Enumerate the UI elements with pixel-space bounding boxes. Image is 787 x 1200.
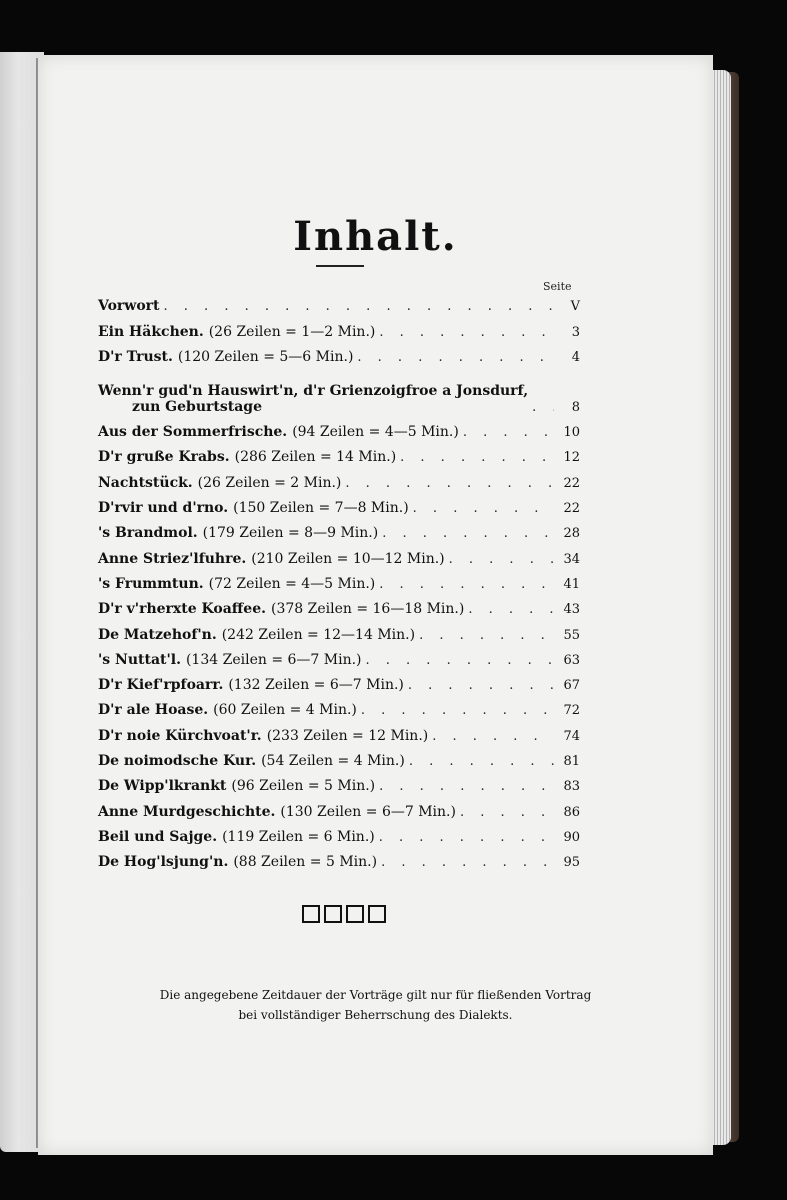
- toc-entry-title: Anne Murdgeschichte.: [98, 803, 276, 820]
- leader-dots: [357, 350, 554, 365]
- toc-entry-title: 's Frummtun.: [98, 575, 204, 592]
- footnote-line: bei vollständiger Beherrschung des Dialekts.: [238, 1008, 513, 1022]
- toc-entry-detail: (72 Zeilen = 4—5 Min.): [208, 575, 376, 592]
- toc-entry-detail: (94 Zeilen = 4—5 Min.): [292, 424, 459, 441]
- toc-entry-title: Ein Häkchen.: [98, 323, 204, 340]
- table-of-contents: [98, 289, 580, 870]
- toc-entry-page: 8: [571, 399, 580, 415]
- toc-entry-page: 12: [563, 450, 580, 466]
- toc-entry-detail: (120 Zeilen = 5—6 Min.): [177, 348, 354, 365]
- toc-entry-detail: (134 Zeilen = 6—7 Min.): [185, 651, 362, 668]
- toc-entry-detail: (378 Zeilen = 16—18 Min.): [270, 601, 465, 618]
- leader-dots: [366, 653, 554, 668]
- toc-entry: [98, 693, 580, 718]
- toc-entry-title: Beil und Sajge.: [98, 828, 218, 845]
- toc-entry-detail: (54 Zeilen = 4 Min.): [261, 753, 405, 770]
- page-title: Inhalt.: [293, 213, 458, 260]
- toc-entry-detail: (119 Zeilen = 6 Min.): [222, 828, 375, 845]
- toc-entry-title: D'r Kief'rpfoarr.: [98, 677, 224, 694]
- toc-entry: [98, 845, 580, 870]
- toc-entry-detail: (210 Zeilen = 10—12 Min.): [251, 550, 445, 567]
- toc-entry-title: D'r noie Kürchvoat'r.: [98, 727, 262, 744]
- toc-entry-title: D'r Trust.: [98, 348, 173, 365]
- toc-entry: [98, 440, 580, 465]
- toc-entry-title: De Matzehof'n.: [98, 626, 217, 643]
- toc-entry-page: 72: [563, 703, 580, 719]
- toc-entry-detail: (286 Zeilen = 14 Min.): [234, 449, 397, 466]
- leader-dots: [413, 501, 554, 516]
- toc-entry-page: 90: [563, 829, 580, 845]
- toc-entry-page: 4: [571, 349, 580, 365]
- toc-entry-page: 55: [563, 627, 580, 643]
- toc-entry-title: De noimodsche Kur.: [98, 753, 257, 770]
- square-ornament-icon: [324, 905, 342, 923]
- leader-dots: [409, 754, 554, 769]
- toc-entry-title: D'r v'rherxte Koaffee.: [98, 601, 266, 618]
- leader-dots: [379, 779, 554, 794]
- decorative-squares: [302, 905, 386, 923]
- toc-entry-detail: (233 Zeilen = 12 Min.): [266, 727, 429, 744]
- toc-entry-title: Vorwort: [98, 298, 160, 315]
- leader-dots: [379, 325, 554, 340]
- leader-dots: [361, 703, 554, 718]
- leader-dots: [381, 855, 554, 870]
- toc-entry: [98, 643, 580, 668]
- toc-entry-page: 67: [563, 678, 580, 694]
- toc-entry-page: 22: [563, 475, 580, 491]
- toc-entry: [98, 744, 580, 769]
- toc-entry-title: De Hog'lsjung'n.: [98, 854, 229, 871]
- leader-dots: [164, 299, 554, 314]
- toc-entry-page: 81: [563, 754, 580, 770]
- toc-entry-detail: (179 Zeilen = 8—9 Min.): [202, 525, 379, 542]
- toc-entry-title: De Wipp'lkrankt: [98, 778, 227, 795]
- leader-dots: [468, 602, 554, 617]
- book-page: [38, 55, 713, 1155]
- square-ornament-icon: [368, 905, 386, 923]
- toc-entry: [98, 491, 580, 516]
- toc-entry: [98, 365, 580, 415]
- toc-entry: [98, 340, 580, 365]
- toc-entry: [98, 541, 580, 566]
- page-column-label: Seite: [543, 280, 572, 293]
- toc-entry-title: 's Brandmol.: [98, 525, 198, 542]
- toc-entry-page: 28: [563, 526, 580, 542]
- toc-entry-page: 83: [563, 779, 580, 795]
- leader-dots: [419, 628, 554, 643]
- toc-entry: [98, 567, 580, 592]
- toc-entry-title: D'rvir und d'rno.: [98, 500, 229, 517]
- toc-entry-detail: (132 Zeilen = 6—7 Min.): [228, 677, 404, 694]
- leader-dots: [408, 678, 554, 693]
- toc-entry-page: V: [570, 299, 580, 315]
- toc-entry: [98, 718, 580, 743]
- toc-entry-detail: (26 Zeilen = 2 Min.): [197, 474, 342, 491]
- toc-entry-detail: (242 Zeilen = 12—14 Min.): [221, 626, 416, 643]
- leader-dots: [400, 450, 554, 465]
- toc-entry-page: 43: [563, 602, 580, 618]
- toc-entry-page: 74: [563, 728, 580, 744]
- toc-entry-detail: (150 Zeilen = 7—8 Min.): [233, 500, 409, 517]
- toc-entry: [98, 769, 580, 794]
- toc-entry: [98, 314, 580, 339]
- toc-entry-detail: (60 Zeilen = 4 Min.): [213, 702, 357, 719]
- title-divider: [316, 265, 364, 267]
- toc-entry-title: D'r gruße Krabs.: [98, 449, 230, 466]
- toc-entry-title-continued: zun Geburtstage: [132, 398, 262, 415]
- toc-entry-title-block: [98, 383, 528, 415]
- leader-dots: [382, 526, 554, 541]
- toc-entry-detail: (130 Zeilen = 6—7 Min.): [280, 803, 456, 820]
- leader-dots: [532, 400, 554, 415]
- toc-entry: [98, 668, 580, 693]
- leader-dots: [432, 729, 554, 744]
- footnote: [38, 985, 713, 1025]
- leader-dots: [379, 577, 554, 592]
- toc-entry-title: 's Nuttat'l.: [98, 651, 181, 668]
- toc-entry-page: 22: [563, 501, 580, 517]
- toc-entry-page: 34: [563, 551, 580, 567]
- toc-entry-detail: (88 Zeilen = 5 Min.): [233, 854, 378, 871]
- toc-entry: [98, 516, 580, 541]
- toc-entry: [98, 592, 580, 617]
- toc-entry-title: Aus der Sommerfrische.: [98, 424, 288, 441]
- toc-entry: [98, 289, 580, 314]
- footnote-line: Die angegebene Zeitdauer der Vorträge gilt nur für fließenden Vortrag: [159, 988, 592, 1002]
- leader-dots: [463, 425, 554, 440]
- leader-dots: [345, 476, 554, 491]
- toc-entry-detail: (96 Zeilen = 5 Min.): [231, 778, 376, 795]
- leader-dots: [379, 830, 554, 845]
- toc-entry: [98, 415, 580, 440]
- toc-entry-page: 41: [563, 576, 580, 592]
- toc-entry-page: 63: [563, 652, 580, 668]
- leader-dots: [460, 805, 554, 820]
- toc-entry-title: Wenn'r gud'n Hauswirt'n, d'r Grienzoigfroe a Jonsdurf,: [98, 382, 529, 399]
- toc-entry: [98, 820, 580, 845]
- leader-dots: [449, 552, 554, 567]
- toc-entry-page: 95: [563, 855, 580, 871]
- toc-entry: [98, 465, 580, 490]
- square-ornament-icon: [302, 905, 320, 923]
- toc-entry-page: 3: [571, 324, 580, 340]
- toc-entry-detail: (26 Zeilen = 1—2 Min.): [208, 323, 376, 340]
- toc-entry: [98, 794, 580, 819]
- toc-entry-title: Anne Striez'lfuhre.: [98, 550, 247, 567]
- toc-entry-title: D'r ale Hoase.: [98, 702, 209, 719]
- toc-entry-page: 10: [563, 425, 580, 441]
- square-ornament-icon: [346, 905, 364, 923]
- toc-entry: [98, 617, 580, 642]
- toc-entry-page: 86: [563, 804, 580, 820]
- toc-entry-title: Nachtstück.: [98, 474, 193, 491]
